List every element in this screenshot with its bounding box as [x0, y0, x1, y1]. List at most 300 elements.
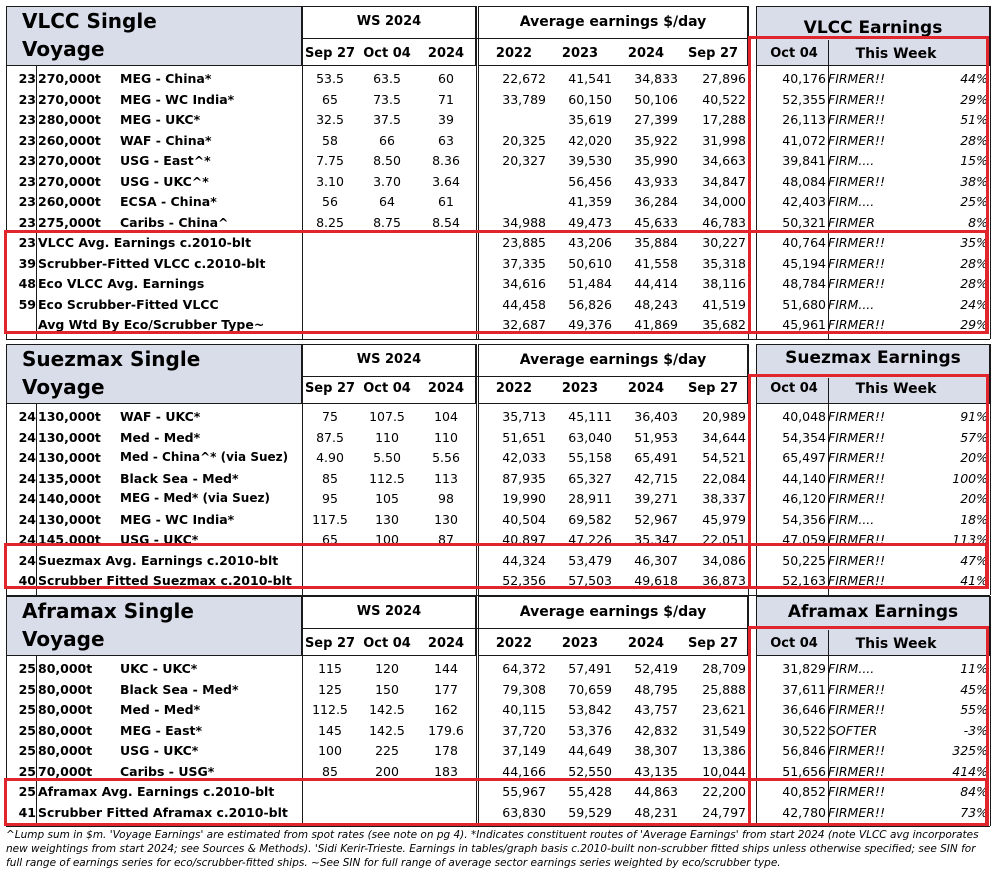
earnings-2024: 46,307: [634, 552, 678, 568]
vessel-count: 24: [18, 511, 36, 527]
ws-oct04: 142.5: [369, 722, 405, 738]
change-pct: 28%: [960, 132, 988, 148]
trend-label: FIRM....: [828, 511, 875, 527]
earnings-header: Suezmax Earnings: [785, 348, 961, 368]
ws-2024: 130: [434, 511, 458, 527]
average-label: Aframax Avg. Earnings c.2010-blt: [38, 784, 275, 799]
vessel-count: 23: [18, 173, 36, 189]
ws-2024: 183: [434, 763, 458, 779]
earnings-sep27: 28,709: [702, 661, 746, 676]
trend-label: FIRMER: [828, 214, 875, 230]
earnings-sep27: 38,116: [702, 276, 746, 291]
vessel-count: 24: [18, 409, 36, 424]
trend-label: FIRMER!!: [828, 450, 885, 465]
earnings-2022: 42,033: [502, 450, 546, 465]
trend-label: FIRMER!!: [828, 491, 885, 506]
ws-2024: 113: [434, 470, 458, 486]
change-pct: 20%: [960, 491, 988, 506]
change-pct: 325%: [952, 743, 988, 758]
route-name: USG - UKC*: [120, 743, 199, 758]
average-label: Scrubber Fitted Suezmax c.2010-blt: [38, 573, 292, 588]
earnings-2024: 52,419: [634, 661, 678, 676]
earnings-2022: 40,504: [502, 511, 546, 527]
ws-header: WS 2024: [356, 14, 422, 29]
earnings-highlight-box: [748, 36, 989, 334]
earnings-highlight-box: [748, 374, 989, 589]
ws-oct04: 110: [375, 429, 399, 445]
vessel-count: 23: [18, 91, 36, 107]
section-subtitle: Voyage: [22, 375, 105, 399]
earnings-oct04: 26,113: [782, 112, 826, 127]
earnings-2022: 33,789: [502, 91, 546, 107]
earnings-sep27: 46,783: [702, 214, 746, 230]
cargo-size: 80,000t: [38, 702, 93, 717]
cargo-size: 270,000t: [38, 173, 101, 189]
earnings-2022: 34,616: [502, 276, 546, 291]
trend-label: FIRMER!!: [828, 573, 885, 588]
earnings-sep27: 27,896: [702, 71, 746, 86]
change-pct: 84%: [960, 784, 988, 799]
ws-header: WS 2024: [356, 604, 422, 619]
earnings-2023: 47,226: [568, 532, 612, 547]
earnings-2023: 45,111: [568, 409, 612, 424]
column-header: 2024: [427, 46, 465, 61]
earnings-2023: 53,376: [568, 722, 612, 738]
vessel-count: 41: [18, 804, 36, 820]
ws-sep27: 56: [322, 194, 338, 209]
earnings-sep27: 20,989: [702, 409, 746, 424]
earnings-oct04: 54,356: [782, 511, 826, 527]
cargo-size: 135,000t: [38, 470, 101, 486]
ws-oct04: 66: [379, 132, 395, 148]
vessel-count: 24: [18, 491, 36, 506]
earnings-sep27: 34,644: [702, 429, 746, 445]
section-title: Aframax Single: [22, 599, 194, 623]
ws-sep27: 58: [322, 132, 338, 148]
cargo-size: 270,000t: [38, 153, 101, 168]
ws-oct04: 225: [375, 743, 399, 758]
earnings-sep27: 35,682: [702, 317, 746, 332]
vessel-count: 24: [18, 470, 36, 486]
trend-label: SOFTER: [828, 722, 878, 738]
earnings-right-rule: [990, 596, 991, 826]
earnings-2022: 20,325: [502, 132, 546, 148]
change-pct: 15%: [960, 153, 988, 168]
column-header: Oct 04: [363, 636, 411, 651]
avg-earnings-header: Average earnings $/day: [519, 604, 707, 620]
earnings-2022: 35,713: [502, 409, 546, 424]
earnings-2022: 20,327: [502, 153, 546, 168]
earnings-2023: 41,541: [568, 71, 612, 86]
earnings-sep27: 54,521: [702, 450, 746, 465]
vessel-count: 23: [18, 71, 36, 86]
ws-2024: 8.54: [432, 214, 460, 230]
trend-label: FIRMER!!: [828, 763, 885, 779]
ws-oct04: 107.5: [369, 409, 405, 424]
average-label: Eco Scrubber-Fitted VLCC: [38, 296, 219, 312]
ws-oct04: 73.5: [373, 91, 401, 107]
cargo-size: 130,000t: [38, 429, 101, 445]
change-pct: 20%: [960, 450, 988, 465]
footnote: ^Lump sum in $m. 'Voyage Earnings' are estimated from spot rates (see note on pg 4). *Indicates constituent routes of 'Average Earnings' from start 2024 (note VLCC avg incorporates new weightings from start 2024; see Sources & Methods). 'Sidi Kerir-Trieste. Earnings in tables/graph basis c.2010-built non-scrubber fitted ships unless otherwise specified; see SIN for full range of earnings series for eco/scrubber-fitted ships. ~See SIN for full range of average sector earnings series weighted by eco/scrubber type.: [6, 829, 979, 869]
earnings-oct04: 52,355: [782, 91, 826, 107]
vessel-count: 24: [18, 429, 36, 445]
ws-sep27: 85: [322, 470, 338, 486]
earnings-sep27: 13,386: [702, 743, 746, 758]
earnings-2023: 69,582: [568, 511, 612, 527]
earnings-2023: 65,327: [568, 470, 612, 486]
earnings-sep27: 35,318: [702, 255, 746, 271]
ws-sep27: 65: [322, 532, 338, 547]
earnings-2024: 43,757: [634, 702, 678, 717]
ws-oct04: 3.70: [373, 173, 401, 189]
route-name: MEG - China*: [120, 71, 212, 86]
earnings-2023: 41,359: [568, 194, 612, 209]
ws-2024: 60: [438, 71, 454, 86]
column-header: Oct 04: [770, 46, 818, 61]
average-label: Suezmax Avg. Earnings c.2010-blt: [38, 552, 279, 568]
earnings-2022: 37,149: [502, 743, 546, 758]
ws-oct04: 142.5: [369, 702, 405, 717]
earnings-2022: 37,720: [502, 722, 546, 738]
earnings-header: Aframax Earnings: [787, 602, 959, 622]
ws-sep27: 32.5: [316, 112, 344, 127]
ws-2024: 39: [438, 112, 454, 127]
route-name: WAF - China*: [120, 132, 212, 148]
trend-label: FIRMER!!: [828, 255, 885, 271]
change-pct: 35%: [960, 235, 988, 250]
earnings-2024: 51,953: [634, 429, 678, 445]
earnings-2023: 57,491: [568, 661, 612, 676]
earnings-2022: 64,372: [502, 661, 546, 676]
earnings-2024: 35,922: [634, 132, 678, 148]
vessel-count: 24: [18, 450, 36, 465]
change-pct: 47%: [960, 552, 988, 568]
change-pct: 25%: [960, 194, 988, 209]
earnings-2022: 22,672: [502, 71, 546, 86]
route-name: USG - East^*: [120, 153, 211, 168]
earnings-2023: 42,020: [568, 132, 612, 148]
earnings-2024: 43,135: [634, 763, 678, 779]
earnings-oct04: 31,829: [782, 661, 826, 676]
change-pct: 28%: [960, 255, 988, 271]
change-pct: 38%: [960, 173, 988, 189]
earnings-oct04: 47,059: [782, 532, 826, 547]
earnings-sep27: 10,044: [702, 763, 746, 779]
ws-2024: 179.6: [428, 722, 464, 738]
route-name: ECSA - China*: [120, 194, 217, 209]
ws-oct04: 200: [375, 763, 399, 779]
earnings-sep27: 30,227: [702, 235, 746, 250]
ws-sep27: 87.5: [316, 429, 344, 445]
ws-2024: 3.64: [432, 173, 460, 189]
vessel-count: 23: [18, 153, 36, 168]
earnings-2022: 79,308: [502, 681, 546, 697]
earnings-oct04: 39,841: [782, 153, 826, 168]
ws-2024: 178: [434, 743, 458, 758]
earnings-sep27: 45,979: [702, 511, 746, 527]
earnings-right-rule: [990, 344, 991, 595]
earnings-sep27: 31,998: [702, 132, 746, 148]
trend-label: FIRM....: [828, 296, 875, 312]
earnings-2023: 44,649: [568, 743, 612, 758]
earnings-2022: 37,335: [502, 255, 546, 271]
ws-oct04: 37.5: [373, 112, 401, 127]
vessel-count: 48: [18, 276, 36, 291]
earnings-oct04: 48,084: [782, 173, 826, 189]
earnings-2022: [482, 191, 546, 212]
vessel-count: 25: [18, 681, 36, 697]
average-label: VLCC Avg. Earnings c.2010-blt: [38, 235, 252, 250]
column-header-this-week: This Week: [855, 46, 937, 62]
cargo-size: 80,000t: [38, 681, 93, 697]
vessel-count: 23: [18, 112, 36, 127]
trend-label: FIRMER!!: [828, 276, 885, 291]
ws-2024: 144: [434, 661, 458, 676]
cargo-size: 70,000t: [38, 763, 93, 779]
trend-label: FIRMER!!: [828, 429, 885, 445]
route-name: MEG - WC India*: [120, 91, 235, 107]
change-pct: 57%: [960, 429, 988, 445]
earnings-sep27: 41,519: [702, 296, 746, 312]
earnings-sep27: 24,797: [702, 804, 746, 820]
earnings-2022: 32,687: [502, 317, 546, 332]
earnings-oct04: 44,140: [782, 470, 826, 486]
earnings-sep27: 34,663: [702, 153, 746, 168]
earnings-oct04: 50,321: [782, 214, 826, 230]
change-pct: 29%: [960, 91, 988, 107]
earnings-2022: 63,830: [502, 804, 546, 820]
route-name: USG - UKC*: [120, 532, 199, 547]
ws-oct04: 105: [375, 491, 399, 506]
trend-label: FIRM....: [828, 661, 875, 676]
cargo-size: 270,000t: [38, 71, 101, 86]
trend-label: FIRMER!!: [828, 532, 885, 547]
route-name: Med - Med*: [120, 429, 201, 445]
trend-label: FIRM....: [828, 153, 875, 168]
earnings-2024: 48,231: [634, 804, 678, 820]
earnings-2024: 41,869: [634, 317, 678, 332]
route-name: WAF - UKC*: [120, 409, 201, 424]
vessel-count: 23: [18, 214, 36, 230]
earnings-2022: 44,166: [502, 763, 546, 779]
earnings-2022: 55,967: [502, 784, 546, 799]
vessel-count: 25: [18, 784, 36, 799]
section-title: VLCC Single: [22, 9, 157, 33]
earnings-2023: 35,619: [568, 112, 612, 127]
earnings-sep27: 38,337: [702, 491, 746, 506]
route-name: USG - UKC^*: [120, 173, 209, 189]
ws-sep27: 75: [322, 409, 338, 424]
column-header: 2022: [495, 636, 533, 651]
cargo-size: 270,000t: [38, 91, 101, 107]
ws-2024: 71: [438, 91, 454, 107]
change-pct: 29%: [960, 317, 988, 332]
trend-label: FIRMER!!: [828, 743, 885, 758]
earnings-oct04: 48,784: [782, 276, 826, 291]
column-header: 2023: [561, 46, 599, 61]
earnings-2023: 43,206: [568, 235, 612, 250]
ws-oct04: 63.5: [373, 71, 401, 86]
ws-oct04: 64: [379, 194, 395, 209]
vessel-count: 23: [18, 235, 36, 250]
column-header: Oct 04: [363, 46, 411, 61]
earnings-sep27: 22,051: [702, 532, 746, 547]
cargo-size: 80,000t: [38, 743, 93, 758]
earnings-sep27: 36,873: [702, 573, 746, 588]
trend-label: FIRMER!!: [828, 409, 885, 424]
earnings-2024: 35,347: [634, 532, 678, 547]
earnings-2022: 87,935: [502, 470, 546, 486]
earnings-2022: [482, 171, 546, 192]
earnings-2023: 53,479: [568, 552, 612, 568]
earnings-sep27: 34,000: [702, 194, 746, 209]
earnings-highlight-box: [748, 626, 989, 826]
ws-sep27: 8.25: [316, 214, 344, 230]
earnings-2024: 36,284: [634, 194, 678, 209]
route-name: MEG - WC India*: [120, 511, 235, 527]
earnings-2022: 40,897: [502, 532, 546, 547]
vessel-count: 39: [18, 255, 36, 271]
column-header: 2024: [427, 381, 465, 396]
earnings-sep27: 34,086: [702, 552, 746, 568]
ws-sep27: 95: [322, 491, 338, 506]
trend-label: FIRMER!!: [828, 112, 885, 127]
cargo-size: 280,000t: [38, 112, 101, 127]
average-label: Avg Wtd By Eco/Scrubber Type~: [38, 317, 265, 332]
column-header: 2024: [627, 381, 665, 396]
earnings-2022: 34,988: [502, 214, 546, 230]
ws-oct04: 100: [375, 532, 399, 547]
earnings-sep27: 22,084: [702, 470, 746, 486]
earnings-oct04: 51,656: [782, 763, 826, 779]
earnings-2023: 56,826: [568, 296, 612, 312]
earnings-2022: 52,356: [502, 573, 546, 588]
change-pct: 18%: [960, 511, 988, 527]
earnings-oct04: 45,194: [782, 255, 826, 271]
trend-label: FIRMER!!: [828, 804, 885, 820]
ws-oct04: 120: [375, 661, 399, 676]
column-header: 2022: [495, 46, 533, 61]
earnings-oct04: 46,120: [782, 491, 826, 506]
change-pct: 73%: [960, 804, 988, 820]
earnings-sep27: 22,200: [702, 784, 746, 799]
earnings-oct04: 40,764: [782, 235, 826, 250]
average-label: Scrubber Fitted Aframax c.2010-blt: [38, 804, 288, 820]
earnings-2024: 42,715: [634, 470, 678, 486]
vessel-count: 23: [18, 132, 36, 148]
cargo-size: 130,000t: [38, 450, 101, 465]
trend-label: FIRMER!!: [828, 235, 885, 250]
route-name: Med - China^* (via Suez): [120, 450, 289, 464]
trend-label: FIRMER!!: [828, 173, 885, 189]
vessel-count: 25: [18, 763, 36, 779]
earnings-oct04: 54,354: [782, 429, 826, 445]
earnings-2024: 38,307: [634, 743, 678, 758]
earnings-2023: 70,659: [568, 681, 612, 697]
earnings-2023: 60,150: [568, 91, 612, 107]
earnings-2024: 35,884: [634, 235, 678, 250]
change-pct: -3%: [963, 722, 988, 738]
earnings-right-rule: [990, 6, 991, 339]
earnings-sep27: 25,888: [702, 681, 746, 697]
cargo-size: 130,000t: [38, 409, 101, 424]
earnings-2024: 36,403: [634, 409, 678, 424]
earnings-2024: 44,414: [634, 276, 678, 291]
earnings-2024: 65,491: [634, 450, 678, 465]
route-name: MEG - East*: [120, 722, 203, 738]
ws-2024: 98: [438, 491, 454, 506]
earnings-2023: 55,158: [568, 450, 612, 465]
route-name: Med - Med*: [120, 702, 201, 717]
ws-sep27: 65: [322, 91, 338, 107]
earnings-2022: 44,324: [502, 552, 546, 568]
change-pct: 45%: [960, 681, 988, 697]
earnings-oct04: 37,611: [782, 681, 826, 697]
ws-sep27: 145: [318, 722, 342, 738]
avg-earnings-header: Average earnings $/day: [519, 14, 707, 30]
earnings-oct04: 40,048: [782, 409, 826, 424]
earnings-2024: 41,558: [634, 255, 678, 271]
earnings-oct04: 52,163: [782, 573, 826, 588]
vessel-count: 59: [18, 296, 36, 312]
ws-sep27: 3.10: [316, 173, 344, 189]
earnings-2024: 50,106: [634, 91, 678, 107]
ws-oct04: 150: [375, 681, 399, 697]
earnings-oct04: 40,176: [782, 71, 826, 86]
earnings-2023: 63,040: [568, 429, 612, 445]
change-pct: 113%: [952, 532, 988, 547]
earnings-2022: 51,651: [502, 429, 546, 445]
trend-label: FIRMER!!: [828, 91, 885, 107]
earnings-2024: 42,832: [634, 722, 678, 738]
average-label: Eco VLCC Avg. Earnings: [38, 276, 205, 291]
vessel-count: 24: [18, 552, 36, 568]
earnings-2023: 49,473: [568, 214, 612, 230]
column-header: Sep 27: [304, 46, 356, 61]
section-title: Suezmax Single: [22, 347, 201, 371]
avg-earnings-header: Average earnings $/day: [519, 352, 707, 368]
column-header: 2024: [627, 636, 665, 651]
vessel-count: 25: [18, 702, 36, 717]
vessel-count: 24: [18, 532, 36, 547]
ws-2024: 5.56: [432, 450, 460, 465]
earnings-oct04: 41,072: [782, 132, 826, 148]
route-name: MEG - UKC*: [120, 112, 201, 127]
cargo-size: 145,000t: [38, 532, 101, 547]
change-pct: 55%: [960, 702, 988, 717]
change-pct: 51%: [960, 112, 988, 127]
ws-oct04: 112.5: [369, 470, 405, 486]
earnings-2024: 45,633: [634, 214, 678, 230]
vessel-count: 23: [18, 194, 36, 209]
earnings-2022: 19,990: [502, 491, 546, 506]
earnings-2024: 39,271: [634, 491, 678, 506]
column-header: Oct 04: [363, 381, 411, 396]
trend-label: FIRMER!!: [828, 784, 885, 799]
column-header: Sep 27: [687, 381, 739, 396]
ws-2024: 162: [434, 702, 458, 717]
ws-2024: 87: [438, 532, 454, 547]
trend-label: FIRMER!!: [828, 317, 885, 332]
ws-sep27: 117.5: [312, 511, 348, 527]
earnings-2024: 44,863: [634, 784, 678, 799]
ws-sep27: 125: [318, 681, 342, 697]
route-name: Caribs - China^: [120, 214, 229, 230]
earnings-oct04: 45,961: [782, 317, 826, 332]
cargo-size: 275,000t: [38, 214, 101, 230]
change-pct: 8%: [968, 214, 988, 230]
